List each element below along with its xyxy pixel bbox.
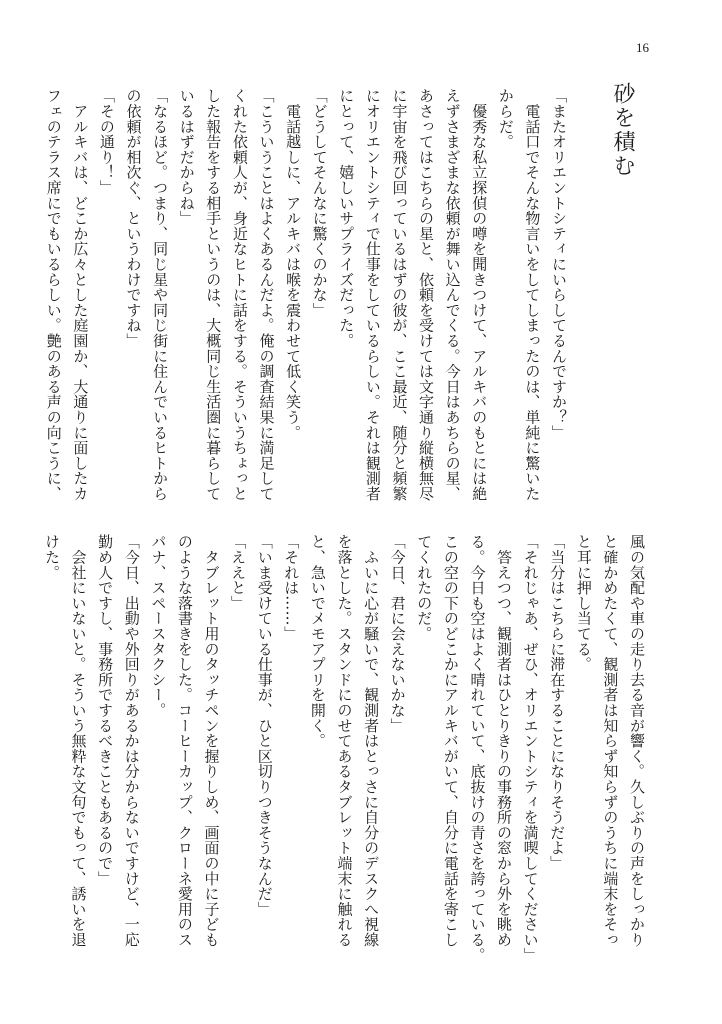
text-line: えずさまざまな依頼が舞い込んでくる。今日はあちらの星、 [443, 88, 462, 502]
text-line: にオリエントシティで仕事をしているらしい。それは観測者 [363, 88, 382, 502]
text-line: タブレット用のタッチペンを握りしめ、画面の中に子ども [202, 534, 221, 948]
text-line: にとって、嬉しいサプライズだった。 [337, 88, 356, 349]
text-line: 優秀な私立探偵の噂を聞きつけて、アルキバのもとには絶 [470, 88, 489, 502]
text-line: 「どうしてそんなに驚くのかな」 [310, 88, 329, 318]
text-line: 電話越しに、アルキバは喉を震わせて低く笑う。 [284, 88, 303, 440]
text-line: 「それは……」 [282, 534, 301, 642]
text-line: のような落書きをした。コーヒーカップ、クローネ愛用のス [175, 534, 194, 948]
text-line: からだ。 [496, 88, 515, 150]
text-line: あさってはこちらの星と、依頼を受けては文字通り縦横無尽 [417, 88, 436, 502]
text-line: と、急いでメモアプリを開く。 [308, 534, 327, 749]
text-line: 答えつつ、観測者はひとりきりの事務所の窓から外を眺め [495, 534, 514, 948]
text-line: 電話口でそんな物言いをしてしまったのは、単純に驚いた [523, 88, 542, 502]
text-line: 「今日、出動や外回りがあるかは分からないですけど、一応 [122, 534, 141, 948]
text-line: この空の下のどこかにアルキバがいて、自分に電話を寄こし [441, 534, 460, 948]
text-line: いるはずだからね」 [177, 88, 196, 226]
text-line: 「なるほど。つまり、同じ星や同じ街に住んでいるヒトから [151, 88, 170, 502]
upper-text-block [44, 88, 572, 502]
text-line: と耳に押し当てる。 [574, 534, 593, 672]
text-line: 風の気配や車の走り去る音が響く。久しぶりの声をしっかり [628, 534, 646, 948]
text-line: 「またオリエントシティにいらしてるんですか？」 [550, 88, 568, 440]
text-line: 「当分はこちらに滞在することになりそうだよ」 [548, 534, 567, 871]
text-line: けた。 [42, 534, 61, 580]
text-line: の依頼が相次ぐ、というわけですね」 [124, 88, 143, 349]
text-line: 勤め人ですし、事務所でするべきこともあるので」 [96, 534, 115, 886]
text-line: る。今日も空はよく晴れていて、底抜けの青さを誇っている。 [468, 534, 487, 963]
text-line: 「それじゃあ、ぜひ、オリエントシティを満喫してください」 [521, 534, 540, 963]
text-line: てくれたのだ。 [415, 534, 434, 642]
text-line: アルキバは、どこか広々とした庭園か、大通りに面したカ [71, 88, 90, 502]
text-line: に宇宙を飛び回っているはずの彼が、ここ最近、随分と頻繁 [390, 88, 409, 502]
text-line: 「こういうことはよくあるんだよ。俺の調査結果に満足して [257, 88, 276, 502]
text-line: 「ええと」 [229, 534, 248, 611]
text-line: 「その通り！」 [97, 88, 116, 196]
text-line: と確かめたくて、観測者は知らず知らずのうちに端末をそっ [601, 534, 620, 948]
text-line: ふいに心が騒いで、観測者はとっさに自分のデスクへ視線 [362, 534, 381, 948]
page-number: 16 [636, 40, 649, 55]
text-line: した報告をする相手というのは、大概同じ生活圏に暮らして [204, 88, 223, 502]
lower-text-block [42, 534, 650, 966]
text-line: 「今日、君に会えないかな」 [388, 534, 407, 733]
text-line: 「いま受けている仕事が、ひと区切りつきそうなんだ」 [255, 534, 274, 917]
text-line: フェのテラス席にでもいるらしい。艶のある声の向こうに、 [44, 88, 63, 502]
chapter-title: 砂を積む [610, 82, 635, 178]
text-line: を落とした。スタンドにのせてあるタブレット端末に触れる [335, 534, 354, 948]
text-line: パナ、スペースタクシー。 [149, 534, 168, 718]
text-line: 会社にいないと。そういう無粋な文句でもって、誘いを退 [69, 534, 88, 948]
text-line: くれた依頼人が、身近なヒトに話をする。そういうちょっと [230, 88, 249, 502]
